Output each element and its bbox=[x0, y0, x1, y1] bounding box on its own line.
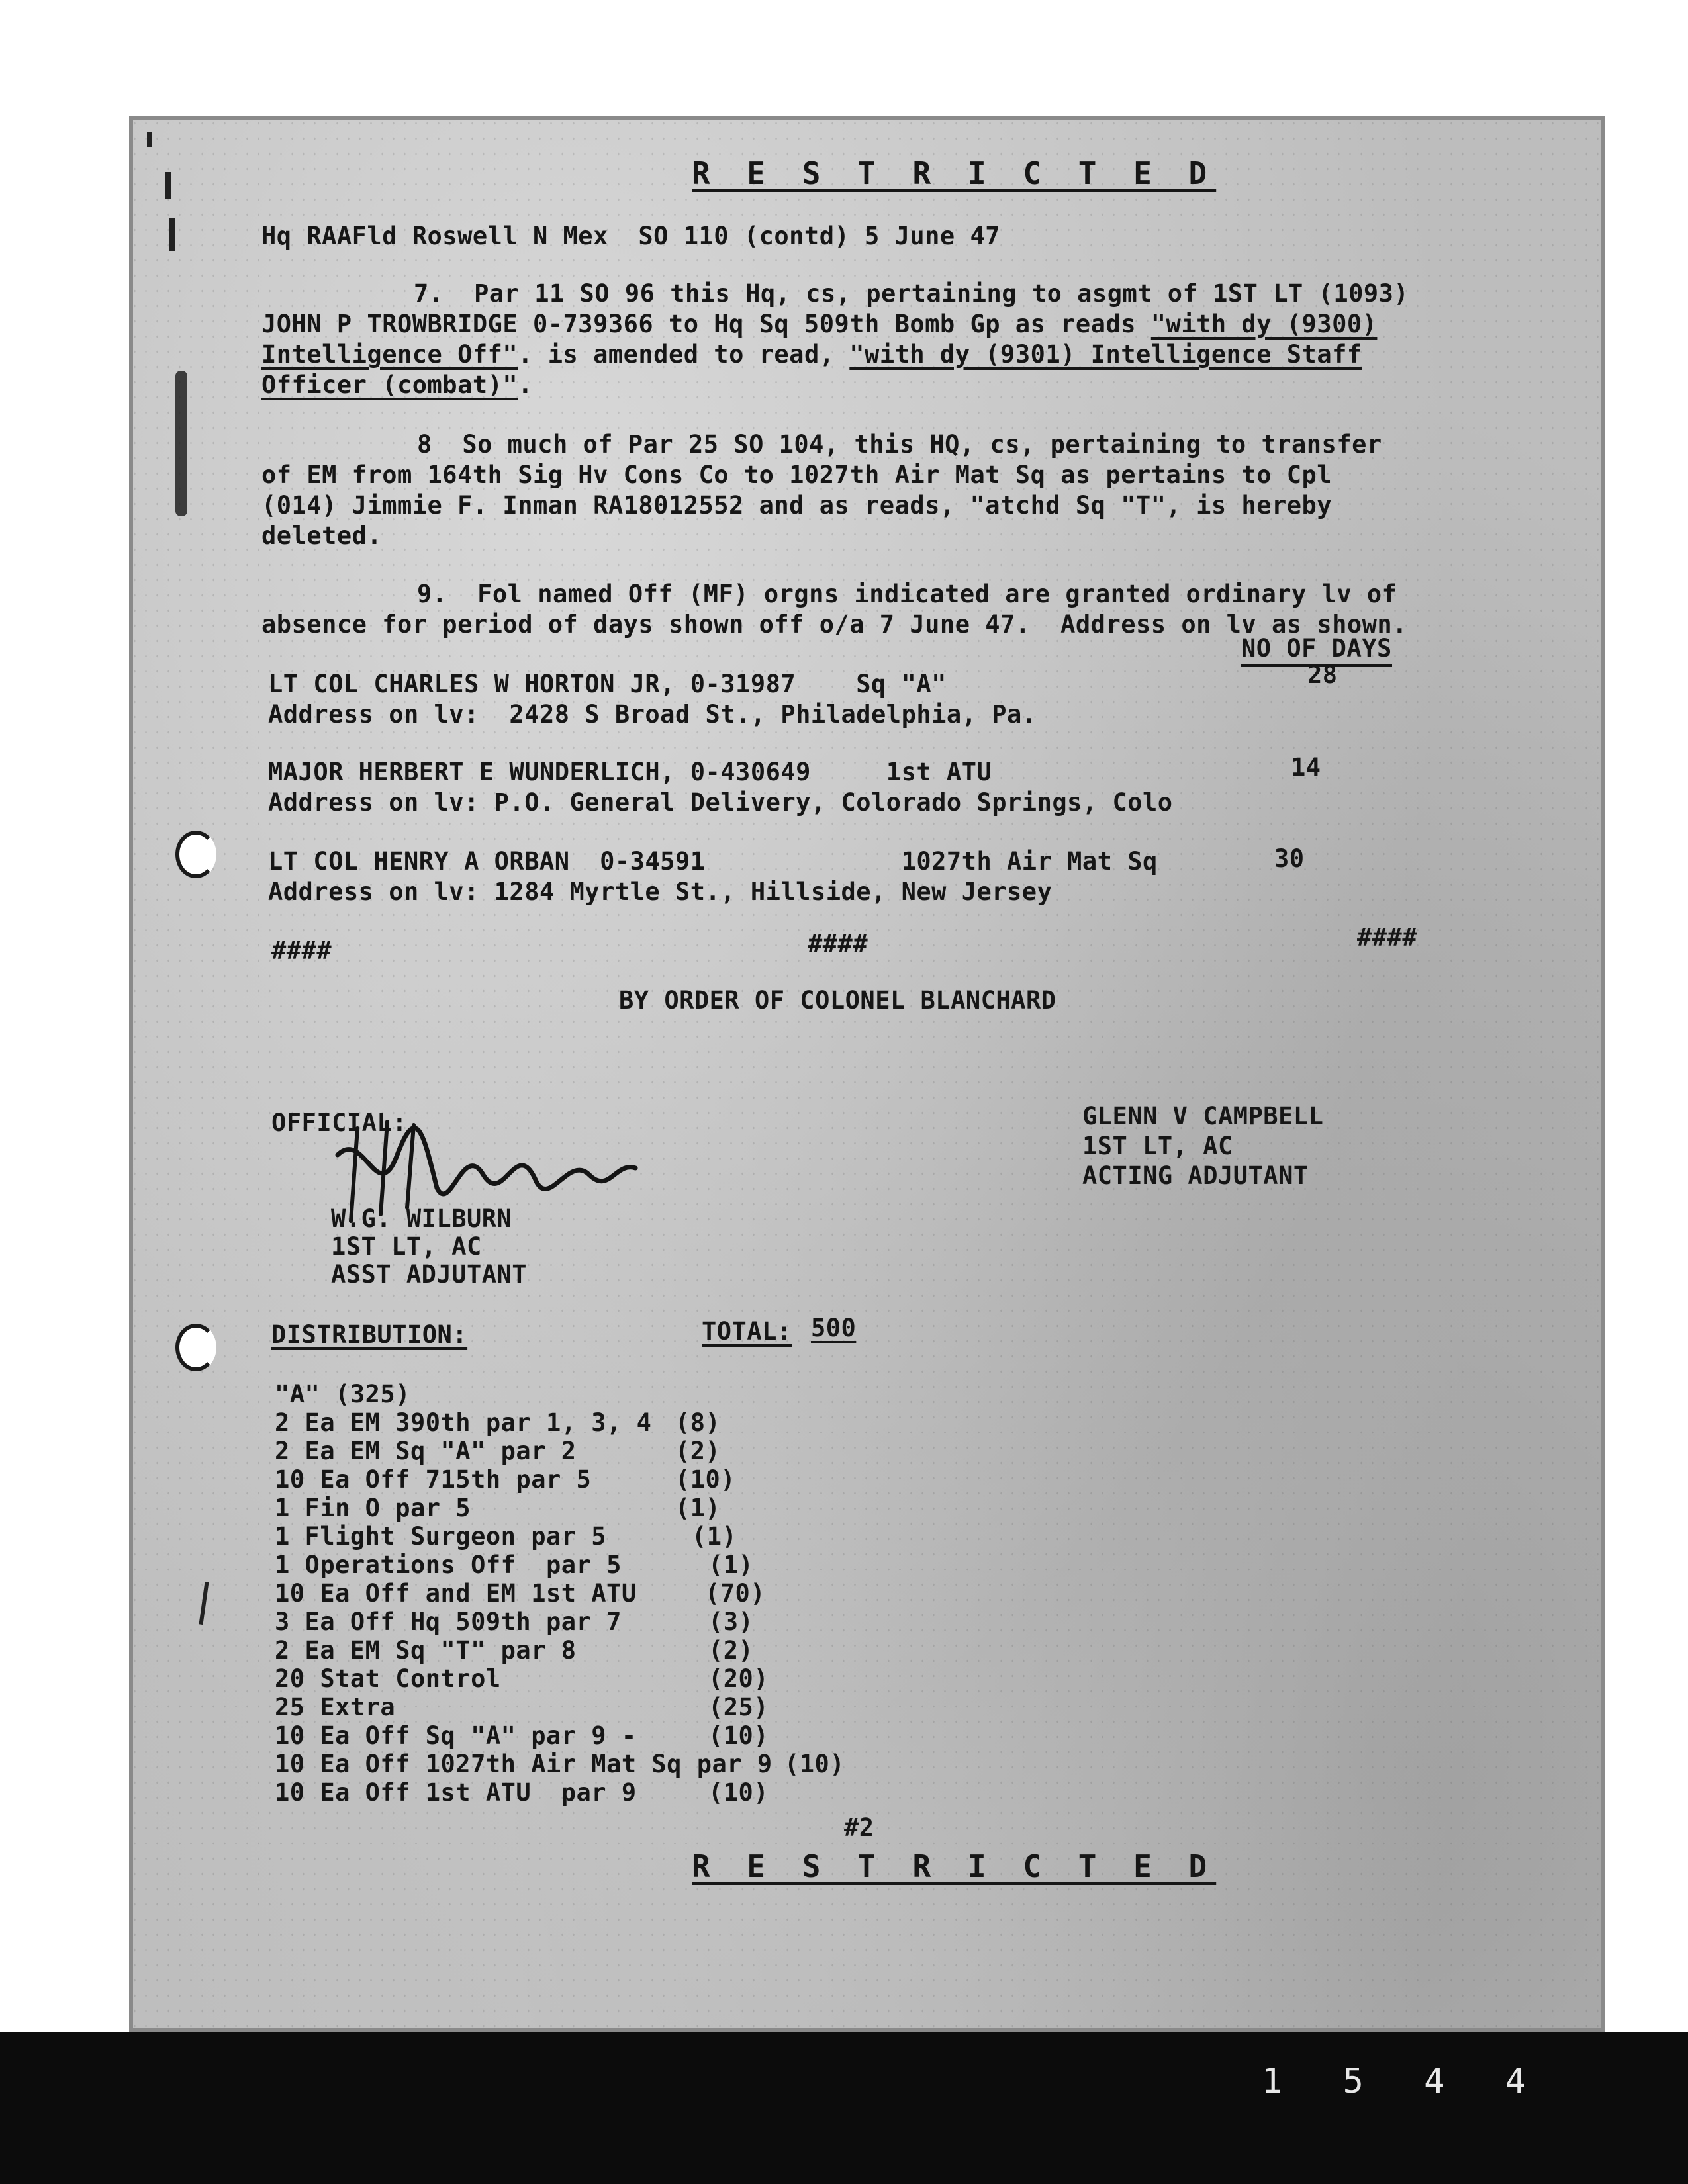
para8-line4: deleted. bbox=[261, 522, 383, 550]
margin-smudge bbox=[175, 371, 187, 516]
order-authority: BY ORDER OF COLONEL BLANCHARD bbox=[619, 986, 1056, 1015]
list-item: 2 Ea EM Sq "T" par 8 bbox=[275, 1636, 577, 1664]
para7-line2: JOHN P TROWBRIDGE 0-739366 to Hq Sq 509th Bomb Gp as reads "with dy (9300) bbox=[261, 310, 1378, 338]
official-signer-title: ASST ADJUTANT bbox=[331, 1260, 528, 1289]
official-signer-name: W.G. WILBURN bbox=[331, 1205, 512, 1233]
officer-2-days: 14 bbox=[1291, 753, 1321, 782]
officer-3-days: 30 bbox=[1274, 844, 1305, 873]
total-value: 500 bbox=[811, 1314, 857, 1342]
para7-line4: Officer (combat)". bbox=[261, 371, 533, 399]
official-label: OFFICIAL: bbox=[271, 1109, 407, 1137]
list-item: 20 Stat Control bbox=[275, 1664, 501, 1693]
list-item: 10 Ea Off and EM 1st ATU bbox=[275, 1579, 637, 1608]
list-item-count: (1) bbox=[708, 1551, 754, 1579]
distribution-label: DISTRIBUTION: bbox=[271, 1320, 468, 1349]
separator-left: #### bbox=[271, 936, 332, 965]
list-item-count: (8) bbox=[675, 1408, 721, 1437]
list-item-count: (10) bbox=[708, 1778, 769, 1807]
officer-2-name: MAJOR HERBERT E WUNDERLICH, 0-430649 1st ATU bbox=[268, 758, 992, 786]
classification-header: R E S T R I C T E D bbox=[692, 156, 1217, 191]
list-item-count: (20) bbox=[708, 1664, 769, 1693]
list-item-count: (10) bbox=[708, 1721, 769, 1750]
list-item-count: (3) bbox=[708, 1608, 754, 1636]
para7-line1: 7. Par 11 SO 96 this Hq, cs, pertaining to asgmt of 1ST LT (1093) bbox=[414, 279, 1409, 308]
list-item: 10 Ea Off 1st ATU par 9 bbox=[275, 1778, 637, 1807]
officer-1-name: LT COL CHARLES W HORTON JR, 0-31987 Sq "A" bbox=[268, 670, 947, 698]
list-item-count: (1) bbox=[692, 1522, 737, 1551]
para8-line3: (014) Jimmie F. Inman RA18012552 and as reads, "atchd Sq "T", is hereby bbox=[261, 491, 1333, 520]
list-item: 10 Ea Off 1027th Air Mat Sq par 9 bbox=[275, 1750, 773, 1778]
order-heading: Hq RAAFld Roswell N Mex SO 110 (contd) 5 June 47 bbox=[261, 222, 1001, 250]
list-item-count: (2) bbox=[675, 1437, 721, 1465]
list-item: 1 Operations Off par 5 bbox=[275, 1551, 622, 1579]
para7-line3: Intelligence Off". is amended to read, "with dy (9301) Intelligence Staff bbox=[261, 340, 1362, 369]
acting-signer-rank: 1ST LT, AC bbox=[1082, 1132, 1233, 1160]
list-item: 1 Flight Surgeon par 5 bbox=[275, 1522, 607, 1551]
list-item-count: (1) bbox=[675, 1494, 721, 1522]
officer-2-address: Address on lv: P.O. General Delivery, Colorado Springs, Colo bbox=[268, 788, 1173, 817]
punch-hole-top bbox=[175, 831, 216, 878]
list-item-count: (2) bbox=[708, 1636, 754, 1664]
official-signer-rank: 1ST LT, AC bbox=[331, 1232, 482, 1261]
separator-right: #### bbox=[1357, 923, 1418, 952]
para9-line1: 9. Fol named Off (MF) orgns indicated are granted ordinary lv of bbox=[417, 580, 1397, 608]
officer-1-address: Address on lv: 2428 S Broad St., Philadelphia, Pa. bbox=[268, 700, 1037, 729]
archive-number: 1 5 4 4 bbox=[1261, 2062, 1546, 2101]
para8-line1: 8 So much of Par 25 SO 104, this HQ, cs, pertaining to transfer bbox=[417, 430, 1382, 459]
list-item: 25 Extra bbox=[275, 1693, 396, 1721]
list-item-count: (10) bbox=[675, 1465, 736, 1494]
para9-line2: absence for period of days shown off o/a 7 June 47. Address on lv as shown. bbox=[261, 610, 1407, 639]
acting-signer-title: ACTING ADJUTANT bbox=[1082, 1161, 1309, 1190]
margin-mark bbox=[147, 132, 152, 147]
para8-line2: of EM from 164th Sig Hv Cons Co to 1027th Air Mat Sq as pertains to Cpl bbox=[261, 461, 1333, 489]
list-item-count: (25) bbox=[708, 1693, 769, 1721]
margin-mark bbox=[165, 172, 171, 199]
list-item: "A" (325) bbox=[275, 1380, 410, 1408]
punch-hole-bottom bbox=[175, 1324, 216, 1371]
list-item: 3 Ea Off Hq 509th par 7 bbox=[275, 1608, 622, 1636]
classification-footer: R E S T R I C T E D bbox=[692, 1848, 1217, 1884]
list-item: 10 Ea Off 715th par 5 bbox=[275, 1465, 592, 1494]
acting-signer-name: GLENN V CAMPBELL bbox=[1082, 1102, 1324, 1130]
days-column-header: NO OF DAYS bbox=[1241, 634, 1392, 667]
margin-mark bbox=[169, 218, 175, 251]
list-item: 2 Ea EM Sq "A" par 2 bbox=[275, 1437, 577, 1465]
list-item: 10 Ea Off Sq "A" par 9 - bbox=[275, 1721, 637, 1750]
list-item-count: (10) bbox=[784, 1750, 845, 1778]
officer-1-days: 28 bbox=[1307, 660, 1338, 689]
list-item: 1 Fin O par 5 bbox=[275, 1494, 471, 1522]
separator-center: #### bbox=[808, 930, 868, 958]
list-item-count: (70) bbox=[705, 1579, 766, 1608]
page-marker: #2 bbox=[844, 1813, 874, 1842]
officer-3-name: LT COL HENRY A ORBAN 0-34591 1027th Air Mat Sq bbox=[268, 847, 1158, 876]
scan-bottom-bar bbox=[0, 2032, 1688, 2184]
total-label: TOTAL: bbox=[702, 1317, 792, 1345]
list-item: 2 Ea EM 390th par 1, 3, 4 bbox=[275, 1408, 652, 1437]
officer-3-address: Address on lv: 1284 Myrtle St., Hillside, New Jersey bbox=[268, 878, 1053, 906]
